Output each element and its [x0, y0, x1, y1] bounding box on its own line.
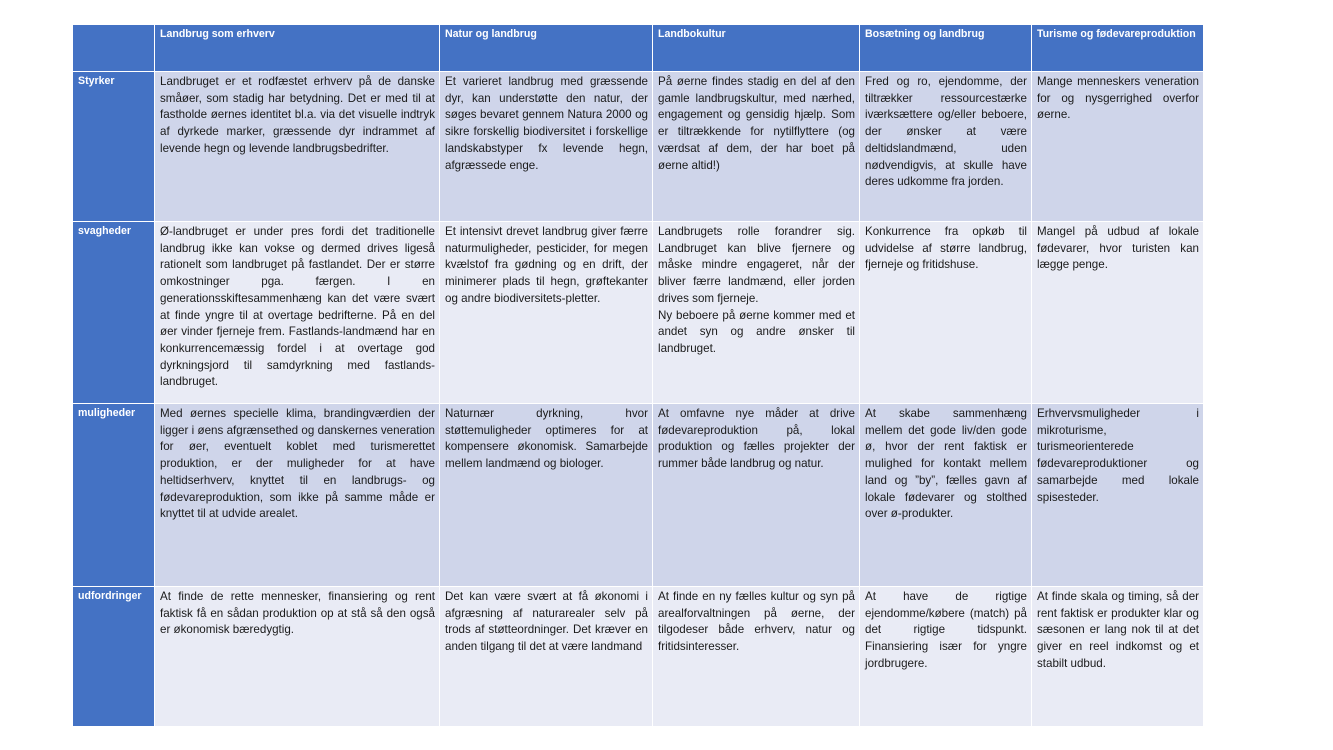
table-cell: Fred og ro, ejendomme, der tiltrækker ressourcestærke iværksættere og/eller beboere, der ønsker at være deltidslandmænd, uden nødvendigvis, at skulle have deres udkomme fra jorden.: [860, 72, 1032, 222]
table-cell: At have de rigtige ejendomme/købere (match) på det rigtige tidspunkt. Finansiering især for yngre jordbrugere.: [860, 587, 1032, 727]
table-cell: At finde de rette mennesker, finansiering og rent faktisk få en sådan produktion op at stå så den også er økonomisk bæredygtig.: [155, 587, 440, 727]
column-header-natur-og-landbrug: Natur og landbrug: [440, 25, 653, 72]
table-cell: Erhvervsmuligheder i mikroturisme, turismeorienterede fødevareproduktioner og samarbejde med lokale spisesteder.: [1032, 404, 1204, 587]
column-header-landbokultur: Landbokultur: [653, 25, 860, 72]
table-cell: At finde en ny fælles kultur og syn på arealforvaltningen på øerne, der tilgodeser både erhverv, natur og fritidsinteresser.: [653, 587, 860, 727]
table-row-udfordringer: [73, 587, 1204, 727]
header-row: [73, 25, 1204, 72]
table-cell: At skabe sammenhæng mellem det gode liv/den gode ø, hvor der rent faktisk er mulighed for kontakt mellem land og ”by”, fælles gavn af lokale fødevarer og stolthed over ø-produkter.: [860, 404, 1032, 587]
row-header-styrker: Styrker: [73, 72, 155, 222]
table-cell: På øerne findes stadig en del af den gamle landbrugskultur, med nærhed, engagement og gensidig hjælp. Som er tiltrækkende for nytilflyttere (og værdsat af dem, der har boet på øerne altid!): [653, 72, 860, 222]
table-cell: Et varieret landbrug med græssende dyr, kan understøtte den natur, der søges bevaret gennem Natura 2000 og sikre forskellig biodiversitet i forskellige landskabstyper fx levende hegn, afgræssede enge.: [440, 72, 653, 222]
table-cell: Mangel på udbud af lokale fødevarer, hvor turisten kan lægge penge.: [1032, 222, 1204, 404]
row-header-udfordringer: udfordringer: [73, 587, 155, 727]
table-row-svagheder: [73, 222, 1204, 404]
table-cell: Naturnær dyrkning, hvor støttemuligheder optimeres for at kompensere økonomisk. Samarbejde mellem landmænd og biologer.: [440, 404, 653, 587]
table-cell: At omfavne nye måder at drive fødevareproduktion på, lokal produktion og fælles projekter der rummer både landbrug og natur.: [653, 404, 860, 587]
column-header-bosaetning-og-landbrug: Bosætning og landbrug: [860, 25, 1032, 72]
column-header-landbrug-som-erhverv: Landbrug som erhverv: [155, 25, 440, 72]
row-header-svagheder: svagheder: [73, 222, 155, 404]
table-row-styrker: [73, 72, 1204, 222]
swot-table: [72, 24, 1204, 727]
table-cell: Mange menneskers veneration for og nysgerrighed overfor øerne.: [1032, 72, 1204, 222]
corner-cell: [73, 25, 155, 72]
table-cell: Med øernes specielle klima, brandingværdien der ligger i øens afgrænsethed og danskernes veneration for øer, eventuelt koblet med turismerettet produktion, er der muligheder for at have heltidserhverv, knyttet til en landbrugs- og fødevareproduktion, som ikke på samme måde er knyttet til at udvide arealet.: [155, 404, 440, 587]
row-header-muligheder: muligheder: [73, 404, 155, 587]
table-cell: Landbrugets rolle forandrer sig. Landbruget kan blive fjernere og måske mindre engageret, når der bliver færre landmænd, eller jorden drives som fjerneje. Ny beboere på øerne kommer med et andet syn og andre ønsker til landbruget.: [653, 222, 860, 404]
table-cell: Et intensivt drevet landbrug giver færre naturmuligheder, pesticider, for megen kvælstof fra gødning og en drift, der minimerer plads til hegn, grøftekanter og andre biodiversitets-pletter.: [440, 222, 653, 404]
table-cell: Det kan være svært at få økonomi i afgræsning af naturarealer selv på trods af støtteordninger. Det kræver en anden tilgang til det at være landmand: [440, 587, 653, 727]
table-cell: At finde skala og timing, så der rent faktisk er produkter klar og sæsonen er lang nok til at det giver en reel indkomst og et stabilt udbud.: [1032, 587, 1204, 727]
column-header-turisme-og-foedevareproduktion: Turisme og fødevareproduktion: [1032, 25, 1204, 72]
table-cell: Landbruget er et rodfæstet erhverv på de danske småøer, som stadig har betydning. Det er med til at fastholde øernes identitet bl.a. via det visuelle indtryk af dyrkede marker, græssende dyr indrammet af levende hegn og levende landbrugsbedrifter.: [155, 72, 440, 222]
table-row-muligheder: [73, 404, 1204, 587]
table-cell: Konkurrence fra opkøb til udvidelse af større landbrug, fjerneje og fritidshuse.: [860, 222, 1032, 404]
table-cell: Ø-landbruget er under pres fordi det traditionelle landbrug ikke kan vokse og dermed drives ligeså rationelt som landbruget på fastlandet. Der er større omkostninger pga. færgen. I en generationsskiftesammenhæng kan det være svært at finde yngre til at overtage bedrifterne. På en del øer vinder fjerneje frem. Fastlands-landmænd har en konkurrencemæssig fordel i at overtage god dyrkningsjord til samdyrkning med fastlands-landbruget.: [155, 222, 440, 404]
